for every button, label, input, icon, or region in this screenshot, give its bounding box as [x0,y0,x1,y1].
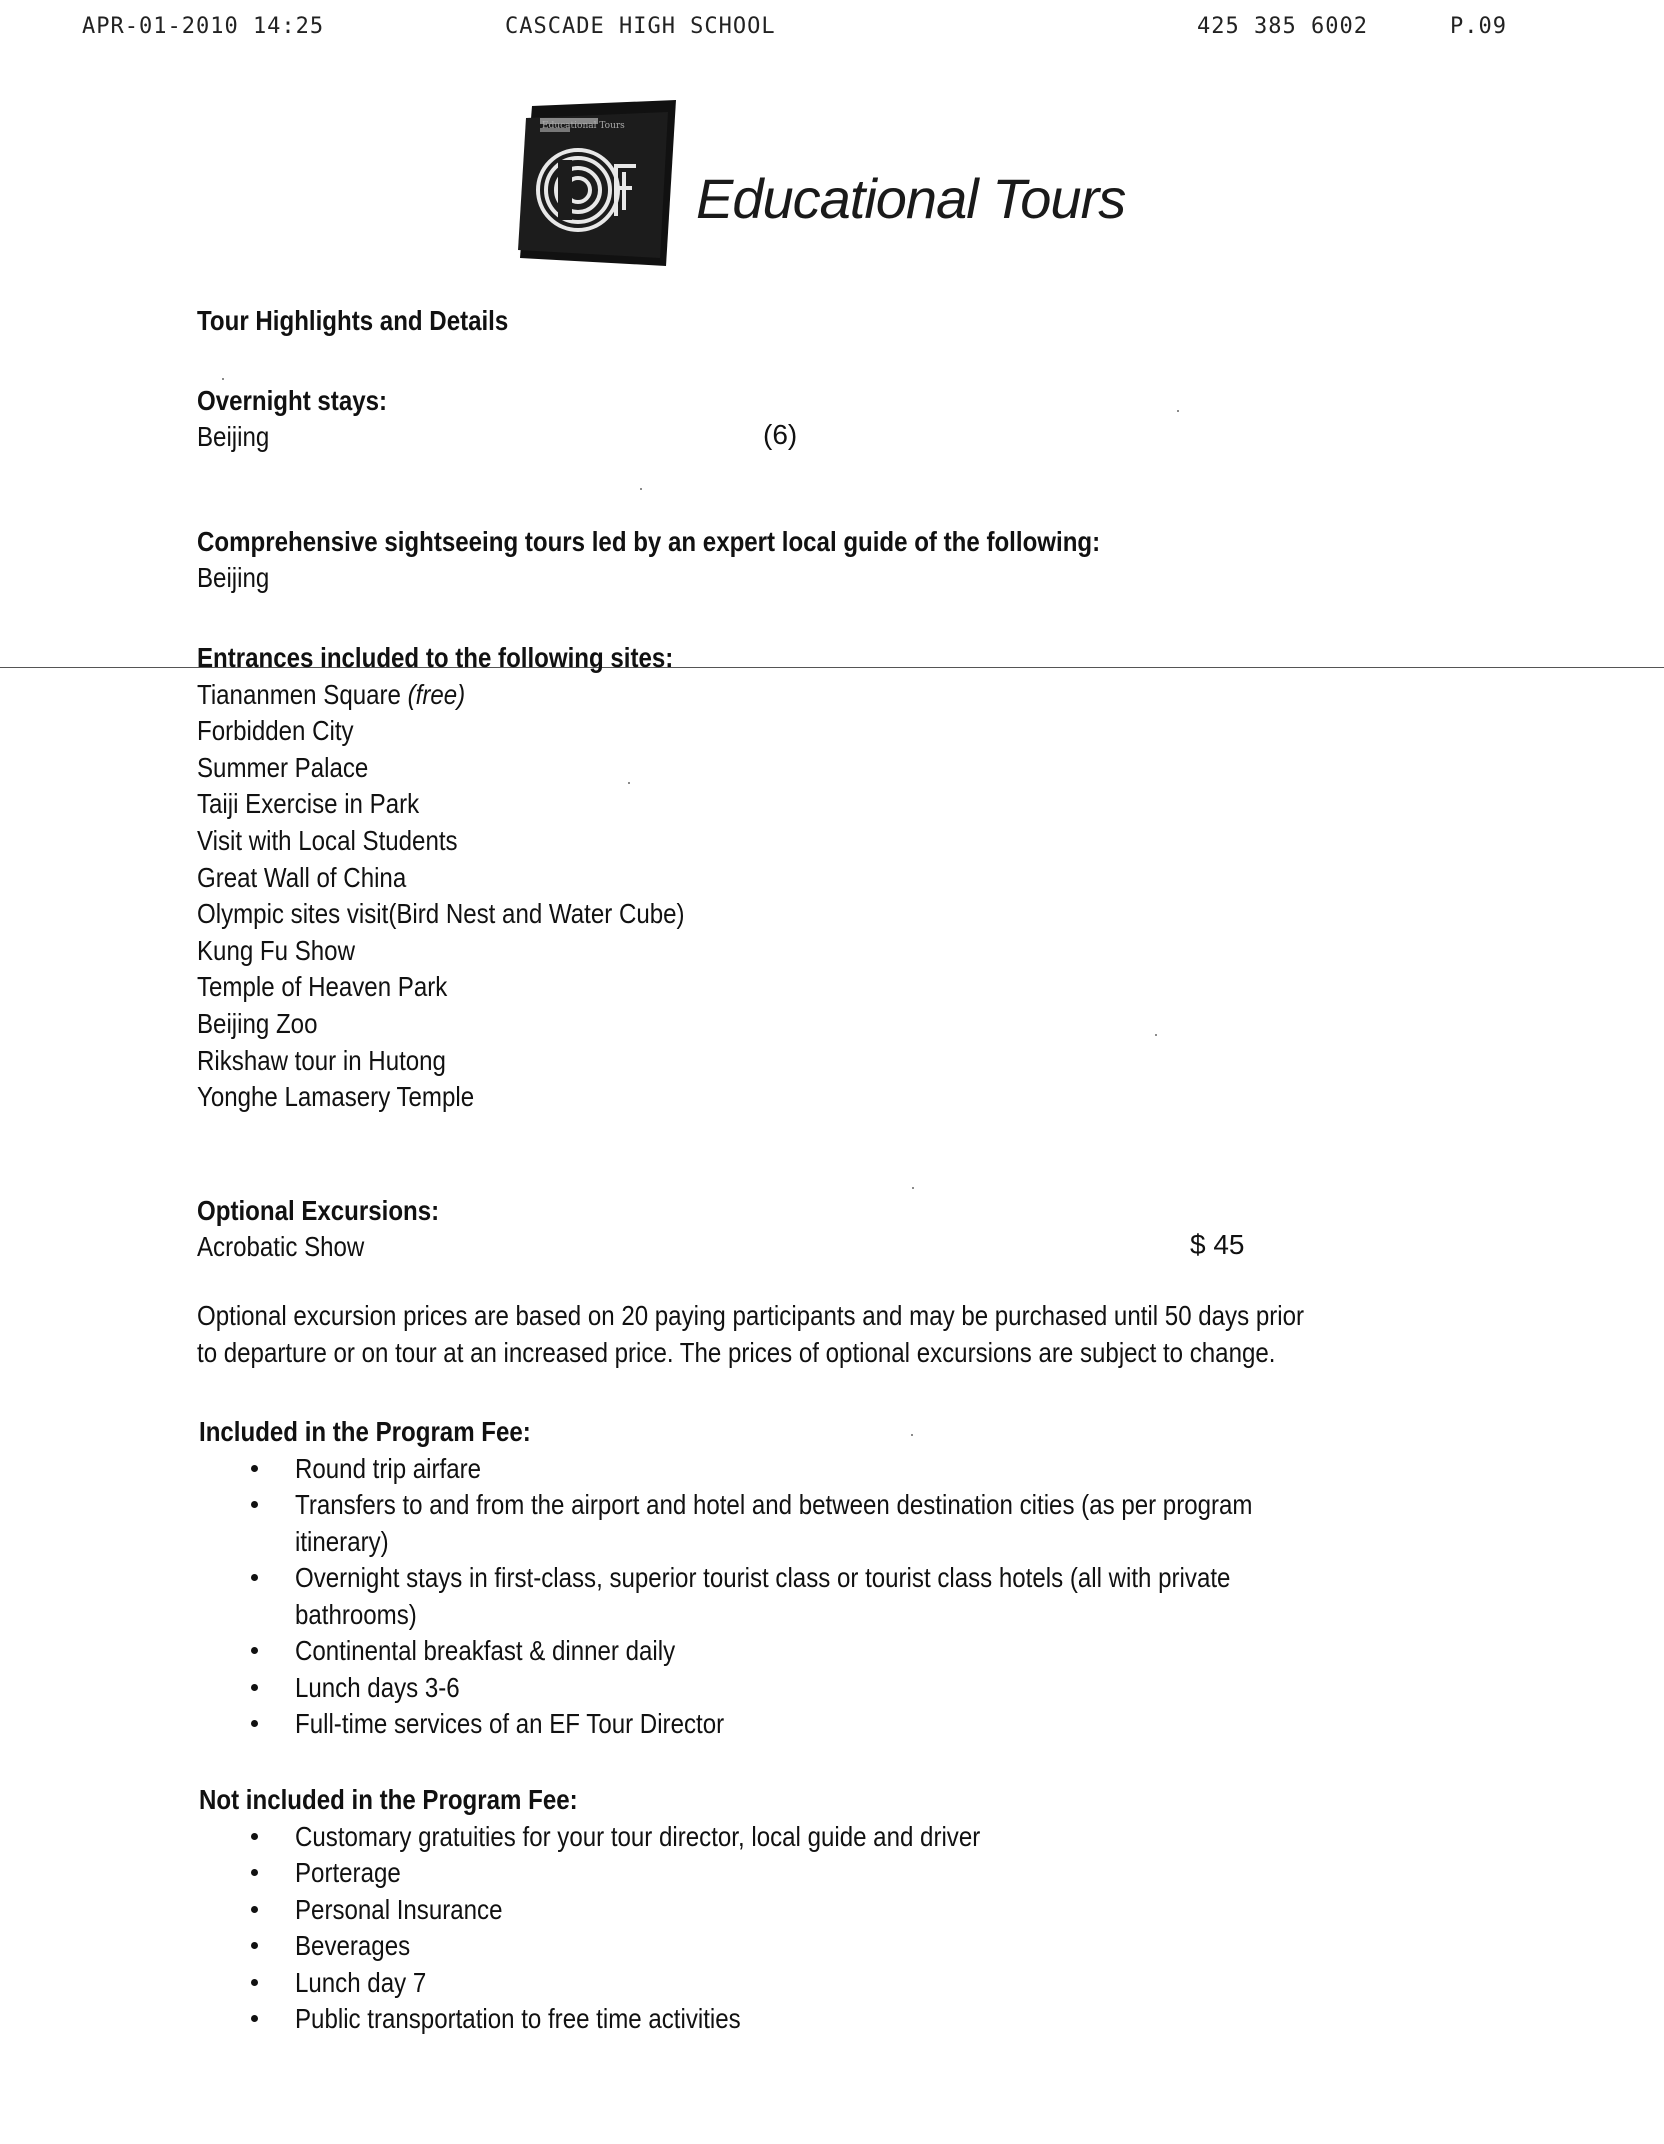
ef-logo-mark-text: Educational Tours [542,121,625,131]
fax-page-number: P.09 [1450,14,1507,39]
not-included-section [199,1782,1092,2038]
ef-logo-mark [518,98,683,268]
overnight-label-text: Overnight stays: [197,385,388,416]
not-included-label-text: Not included in the Program Fee: [199,1784,578,1815]
entrance-site-item [197,786,764,823]
page-title [197,305,559,337]
bullet-icon [251,1833,258,1840]
bullet-item [199,1560,1408,1633]
entrance-site-name: Rikshaw tour in Hutong [197,1044,446,1076]
scan-speck [912,1187,914,1189]
sightseeing-city-text: Beijing [197,562,270,593]
bullet-item [199,1819,1092,1856]
scan-speck [628,782,630,784]
bullet-text: Beverages [295,1930,411,1961]
bullet-item [199,1487,1408,1560]
entrance-site-name: Olympic sites visit(Bird Nest and Water Cube) [197,898,685,930]
entrance-site-name: Beijing Zoo [197,1007,318,1039]
bullet-item [199,1706,1408,1743]
optional-note [197,1298,1484,1371]
optional-note-text-2: to departure or on tour at an increased price. The prices of optional excursions are subject to change. [197,1336,1276,1368]
scan-speck [911,1434,913,1436]
scan-speck [1177,410,1179,412]
bullet-icon [251,1684,258,1691]
entrance-site-item [197,860,764,897]
bullet-text: Round trip airfare [295,1452,482,1484]
bullet-text: Lunch day 7 [295,1966,427,1998]
sightseeing-label-text: Comprehensive sightseeing tours led by an expert local guide of the following: [197,526,1101,557]
sightseeing-city [197,560,1247,596]
entrance-site-item [197,1006,764,1043]
bullet-text: itinerary) [295,1525,389,1557]
optional-label-text: Optional Excursions: [197,1195,440,1226]
bullet-item [199,2001,1092,2038]
entrance-site-name: Tiananmen Square [197,678,401,710]
sightseeing-section [197,524,1247,596]
not-included-label [199,1782,1092,1819]
fax-sender: CASCADE HIGH SCHOOL [505,14,776,39]
bullet-icon [251,1465,258,1472]
entrance-site-item [197,750,764,787]
optional-price: $ 45 [1190,1229,1245,1260]
bullet-text: Public transportation to free time activities [295,2003,741,2034]
bullet-text: Transfers to and from the airport and hotel and between destination cities (as per program [295,1489,1253,1520]
bullet-text: Customary gratuities for your tour director, local guide and driver [295,1820,981,1852]
bullet-item [199,1855,1092,1892]
scan-speck [640,488,642,490]
entrance-site-name: Yonghe Lamasery Temple [197,1081,475,1113]
entrance-site-list [197,713,764,1116]
entrance-site-name: Forbidden City [197,715,354,747]
tour-heading-section [197,305,559,337]
optional-note-line [197,1335,1484,1372]
included-label-text: Included in the Program Fee: [199,1416,531,1447]
entrance-site-name: Great Wall of China [197,861,407,893]
bullet-item [199,1928,1092,1965]
bullet-text: Lunch days 3-6 [295,1671,460,1703]
page-title-text: Tour Highlights and Details [197,305,509,336]
optional-note-line [197,1298,1484,1335]
entrance-site-item [197,713,764,750]
bullet-icon [251,1720,258,1727]
included-label [199,1414,1408,1451]
entrance-site-item [197,677,764,714]
entrance-site-name: Summer Palace [197,751,369,783]
bullet-item [199,1670,1408,1707]
bullet-icon [251,2015,258,2022]
entrance-site-note: (free) [407,678,466,710]
entrance-site-name: Kung Fu Show [197,934,355,966]
scan-speck [1155,1034,1157,1036]
bullet-text: Personal Insurance [295,1893,503,1925]
entrance-site-item [197,1079,764,1116]
bullet-text: Porterage [295,1857,401,1888]
entrance-site-name: Taiji Exercise in Park [197,788,420,820]
entrance-site-item [197,969,764,1006]
entrance-site-name: Visit with Local Students [197,824,458,856]
fax-phone: 425 385 6002 [1197,14,1368,39]
bullet-item [199,1451,1408,1488]
optional-item-text: Acrobatic Show [197,1231,365,1262]
included-list [199,1451,1408,1743]
scan-speck [222,378,224,380]
entrances-section [197,640,764,1116]
overnight-nights: (6) [763,419,798,450]
bullet-icon [251,1501,258,1508]
bullet-icon [251,1647,258,1654]
overnight-section [197,383,1397,455]
optional-label [197,1193,1447,1229]
entrance-site-item [197,933,764,970]
logo-wordmark: Educational Tours [696,167,1126,230]
bullet-text: Full-time services of an EF Tour Director [295,1708,725,1739]
bullet-text: bathrooms) [295,1598,417,1630]
entrance-site-item [197,896,764,933]
bullet-item [199,1892,1092,1929]
bullet-icon [251,1574,258,1581]
optional-item [197,1229,1447,1265]
bullet-icon [251,1942,258,1949]
entrance-site-item [197,1043,764,1080]
optional-note-text-1: Optional excursion prices are based on 20 paying participants and may be purchased until 50 days prior [197,1300,1305,1331]
optional-section [197,1193,1447,1265]
overnight-label [197,383,1397,419]
entrance-site-item [197,823,764,860]
entrances-label-text: Entrances included to the following sites: [197,642,674,673]
bullet-icon [251,1869,258,1876]
fax-header [0,8,1664,48]
bullet-text: Overnight stays in first-class, superior tourist class or tourist class hotels (all with private [295,1562,1231,1593]
bullet-item [199,1965,1092,2002]
entrances-label [197,640,764,677]
included-section [199,1414,1408,1743]
ef-logo [518,98,1126,273]
bullet-icon [251,1979,258,1986]
bullet-icon [251,1906,258,1913]
overnight-city-text: Beijing [197,421,270,452]
fax-date-time: APR-01-2010 14:25 [82,14,325,39]
bullet-item [199,1633,1408,1670]
sightseeing-label [197,524,1247,560]
entrance-site-name: Temple of Heaven Park [197,971,448,1003]
not-included-list [199,1819,1092,2038]
bullet-text: Continental breakfast & dinner daily [295,1635,676,1666]
